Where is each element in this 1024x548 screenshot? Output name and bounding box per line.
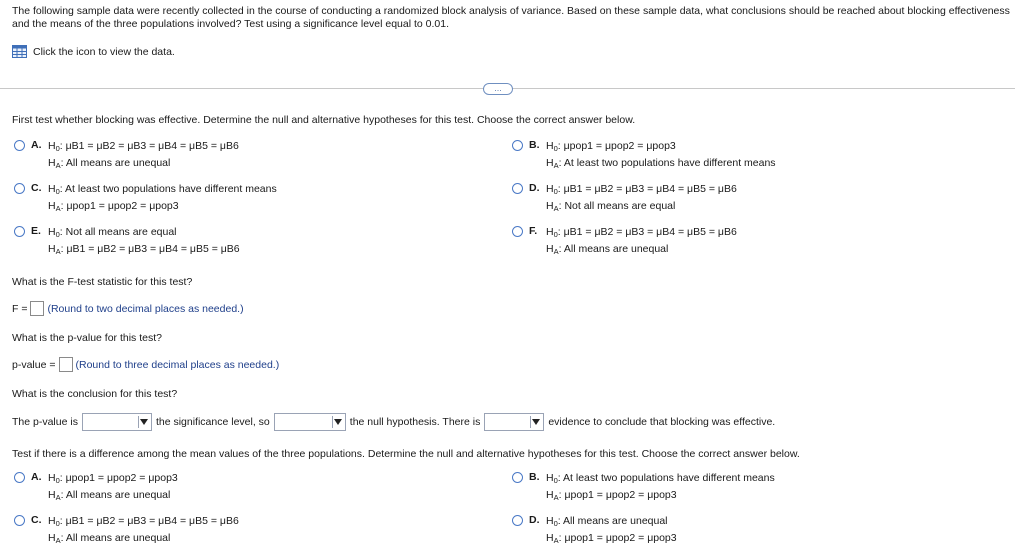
h0-colon: : bbox=[557, 226, 561, 238]
hypotheses bbox=[546, 139, 776, 173]
ha-text: μpop1 = μpop2 = μpop3 bbox=[564, 489, 677, 501]
h0-colon: : bbox=[59, 183, 63, 195]
ha-colon: : bbox=[558, 200, 562, 212]
h0-text: Not all means are equal bbox=[65, 226, 177, 238]
radio-button[interactable] bbox=[512, 472, 523, 483]
ha-symbol: H bbox=[48, 200, 56, 212]
h0-symbol: H bbox=[48, 183, 56, 195]
option-letter: E. bbox=[31, 225, 41, 237]
ha-subscript: A bbox=[55, 204, 61, 213]
q1-option-f[interactable] bbox=[512, 225, 737, 259]
f-question: What is the F-test statistic for this test? bbox=[12, 276, 193, 288]
q1-option-a[interactable] bbox=[14, 139, 239, 173]
q1-option-b[interactable] bbox=[512, 139, 776, 173]
alt-hypothesis bbox=[48, 242, 240, 259]
ha-text: All means are unequal bbox=[563, 243, 669, 255]
ha-colon: : bbox=[558, 532, 562, 544]
h0-text: μpop1 = μpop2 = μpop3 bbox=[65, 472, 178, 484]
chevron-down-icon[interactable] bbox=[138, 416, 149, 428]
option-letter: B. bbox=[529, 471, 540, 483]
view-data-link[interactable] bbox=[12, 45, 175, 58]
h0-colon: : bbox=[557, 183, 561, 195]
h0-symbol: H bbox=[546, 183, 554, 195]
conclusion-text-1: The p-value is bbox=[12, 416, 78, 428]
ha-colon: : bbox=[558, 243, 562, 255]
h0-subscript: 0 bbox=[553, 519, 558, 528]
h0-symbol: H bbox=[48, 226, 56, 238]
ha-subscript: A bbox=[553, 204, 559, 213]
radio-button[interactable] bbox=[14, 515, 25, 526]
hypotheses bbox=[546, 471, 775, 505]
null-hypothesis bbox=[48, 514, 239, 531]
view-data-label[interactable]: Click the icon to view the data. bbox=[33, 45, 175, 58]
h0-subscript: 0 bbox=[55, 187, 60, 196]
option-letter: B. bbox=[529, 139, 540, 151]
null-hypothesis bbox=[48, 471, 178, 488]
ha-colon: : bbox=[60, 157, 64, 169]
h0-symbol: H bbox=[48, 140, 56, 152]
hypotheses bbox=[48, 514, 239, 548]
option-letter: D. bbox=[529, 514, 540, 526]
ha-subscript: A bbox=[553, 247, 559, 256]
alt-hypothesis bbox=[48, 488, 178, 505]
radio-button[interactable] bbox=[512, 140, 523, 151]
h0-colon: : bbox=[557, 515, 561, 527]
conclusion-question: What is the conclusion for this test? bbox=[12, 388, 178, 400]
hypotheses bbox=[48, 471, 178, 505]
option-letter: F. bbox=[529, 225, 538, 237]
h0-symbol: H bbox=[48, 472, 56, 484]
pvalue-comparison-dropdown[interactable] bbox=[82, 413, 152, 431]
null-hypothesis bbox=[546, 139, 776, 156]
ha-subscript: A bbox=[553, 536, 559, 545]
null-hypothesis bbox=[48, 225, 240, 242]
h0-symbol: H bbox=[546, 515, 554, 527]
ha-colon: : bbox=[60, 489, 64, 501]
q2-prompt: Test if there is a difference among the mean values of the three populations. Determine the null and alternative hypotheses for this test. Choose the correct answer below. bbox=[12, 448, 800, 460]
radio-button[interactable] bbox=[14, 226, 25, 237]
q2-option-b[interactable] bbox=[512, 471, 775, 505]
h0-colon: : bbox=[59, 472, 63, 484]
h0-subscript: 0 bbox=[553, 476, 558, 485]
reject-decision-dropdown[interactable] bbox=[274, 413, 346, 431]
ha-text: μB1 = μB2 = μB3 = μB4 = μB5 = μB6 bbox=[66, 243, 240, 255]
radio-button[interactable] bbox=[512, 515, 523, 526]
option-letter: A. bbox=[31, 471, 42, 483]
h0-text: μB1 = μB2 = μB3 = μB4 = μB5 = μB6 bbox=[65, 515, 239, 527]
h0-subscript: 0 bbox=[553, 144, 558, 153]
option-letter: C. bbox=[31, 514, 42, 526]
conclusion-text-3: the null hypothesis. There is bbox=[349, 416, 481, 428]
h0-colon: : bbox=[59, 515, 63, 527]
h0-colon: : bbox=[59, 226, 63, 238]
alt-hypothesis bbox=[546, 156, 776, 173]
ha-subscript: A bbox=[55, 536, 61, 545]
expand-button[interactable]: … bbox=[483, 83, 513, 95]
option-letter: C. bbox=[31, 182, 42, 194]
h0-subscript: 0 bbox=[55, 519, 60, 528]
evidence-dropdown[interactable] bbox=[484, 413, 544, 431]
q1-option-c[interactable] bbox=[14, 182, 277, 216]
h0-subscript: 0 bbox=[553, 187, 558, 196]
conclusion-text-2: the significance level, so bbox=[155, 416, 270, 428]
alt-hypothesis bbox=[546, 242, 737, 259]
chevron-down-icon[interactable] bbox=[530, 416, 541, 428]
ha-text: μpop1 = μpop2 = μpop3 bbox=[564, 532, 677, 544]
conclusion-row bbox=[12, 413, 775, 431]
ha-symbol: H bbox=[48, 532, 56, 544]
hypotheses bbox=[48, 225, 240, 259]
alt-hypothesis bbox=[546, 199, 737, 216]
ha-subscript: A bbox=[55, 247, 61, 256]
q2-option-a[interactable] bbox=[14, 471, 178, 505]
ha-text: All means are unequal bbox=[65, 489, 171, 501]
ha-subscript: A bbox=[55, 161, 61, 170]
q1-option-e[interactable] bbox=[14, 225, 240, 259]
h0-subscript: 0 bbox=[55, 144, 60, 153]
ha-symbol: H bbox=[48, 489, 56, 501]
hypotheses bbox=[48, 139, 239, 173]
ha-symbol: H bbox=[48, 157, 56, 169]
alt-hypothesis bbox=[546, 488, 775, 505]
hypotheses bbox=[546, 225, 737, 259]
alt-hypothesis bbox=[48, 156, 239, 173]
ha-colon: : bbox=[60, 200, 64, 212]
ha-symbol: H bbox=[48, 243, 56, 255]
intro-text: The following sample data were recently collected in the course of conducting a randomized block analysis of variance. Based on these sample data, what conclusions should be reached about blocking effectiveness and the means of the three populations involved? Test using a significance level equal to 0.01. bbox=[12, 5, 1010, 30]
null-hypothesis bbox=[48, 139, 239, 156]
hypotheses bbox=[546, 514, 677, 548]
radio-button[interactable] bbox=[512, 226, 523, 237]
ha-symbol: H bbox=[546, 243, 554, 255]
h0-text: μB1 = μB2 = μB3 = μB4 = μB5 = μB6 bbox=[563, 226, 737, 238]
option-letter: A. bbox=[31, 139, 42, 151]
alt-hypothesis bbox=[48, 531, 239, 548]
ha-text: All means are unequal bbox=[65, 157, 171, 169]
h0-text: At least two populations have different means bbox=[65, 183, 277, 195]
null-hypothesis bbox=[546, 225, 737, 242]
ha-colon: : bbox=[60, 243, 64, 255]
option-letter: D. bbox=[529, 182, 540, 194]
q2-option-d[interactable] bbox=[512, 514, 677, 548]
h0-symbol: H bbox=[546, 226, 554, 238]
alt-hypothesis bbox=[546, 531, 677, 548]
ha-colon: : bbox=[60, 532, 64, 544]
ha-text: Not all means are equal bbox=[564, 200, 676, 212]
ha-text: All means are unequal bbox=[65, 532, 171, 544]
ha-text: At least two populations have different means bbox=[563, 157, 776, 169]
ha-colon: : bbox=[558, 489, 562, 501]
h0-symbol: H bbox=[546, 472, 554, 484]
p-question: What is the p-value for this test? bbox=[12, 332, 162, 344]
q1-prompt: First test whether blocking was effective. Determine the null and alternative hypotheses for this test. Choose the correct answer below. bbox=[12, 114, 636, 126]
q2-option-c[interactable] bbox=[14, 514, 239, 548]
ha-symbol: H bbox=[546, 532, 554, 544]
null-hypothesis bbox=[546, 182, 737, 199]
ha-colon: : bbox=[558, 157, 562, 169]
ha-subscript: A bbox=[55, 493, 61, 502]
h0-colon: : bbox=[557, 472, 561, 484]
f-row bbox=[12, 301, 244, 316]
f-input[interactable] bbox=[30, 301, 44, 316]
p-label: p-value = bbox=[12, 358, 56, 371]
hypotheses bbox=[546, 182, 737, 216]
h0-subscript: 0 bbox=[553, 230, 558, 239]
h0-symbol: H bbox=[546, 140, 554, 152]
alt-hypothesis bbox=[48, 199, 277, 216]
hypotheses bbox=[48, 182, 277, 216]
h0-text: At least two populations have different means bbox=[563, 472, 775, 484]
p-hint: (Round to three decimal places as needed.) bbox=[75, 358, 280, 371]
radio-button[interactable] bbox=[512, 183, 523, 194]
chevron-down-icon[interactable] bbox=[332, 416, 343, 428]
h0-subscript: 0 bbox=[55, 476, 60, 485]
q1-option-d[interactable] bbox=[512, 182, 737, 216]
f-hint: (Round to two decimal places as needed.) bbox=[47, 302, 244, 315]
h0-subscript: 0 bbox=[55, 230, 60, 239]
h0-colon: : bbox=[59, 140, 63, 152]
radio-button[interactable] bbox=[14, 183, 25, 194]
ha-symbol: H bbox=[546, 489, 554, 501]
null-hypothesis bbox=[48, 182, 277, 199]
ha-subscript: A bbox=[553, 493, 559, 502]
null-hypothesis bbox=[546, 514, 677, 531]
ha-symbol: H bbox=[546, 200, 554, 212]
ha-text: μpop1 = μpop2 = μpop3 bbox=[66, 200, 179, 212]
data-table-icon[interactable] bbox=[12, 45, 27, 58]
ha-symbol: H bbox=[546, 157, 554, 169]
ha-subscript: A bbox=[553, 161, 559, 170]
h0-text: μpop1 = μpop2 = μpop3 bbox=[563, 140, 676, 152]
h0-text: All means are unequal bbox=[563, 515, 668, 527]
p-row bbox=[12, 357, 279, 372]
radio-button[interactable] bbox=[14, 140, 25, 151]
h0-symbol: H bbox=[48, 515, 56, 527]
null-hypothesis bbox=[546, 471, 775, 488]
h0-text: μB1 = μB2 = μB3 = μB4 = μB5 = μB6 bbox=[65, 140, 239, 152]
p-input[interactable] bbox=[59, 357, 73, 372]
conclusion-text-4: evidence to conclude that blocking was effective. bbox=[548, 416, 776, 428]
radio-button[interactable] bbox=[14, 472, 25, 483]
h0-colon: : bbox=[557, 140, 561, 152]
f-label: F = bbox=[12, 302, 28, 315]
h0-text: μB1 = μB2 = μB3 = μB4 = μB5 = μB6 bbox=[563, 183, 737, 195]
